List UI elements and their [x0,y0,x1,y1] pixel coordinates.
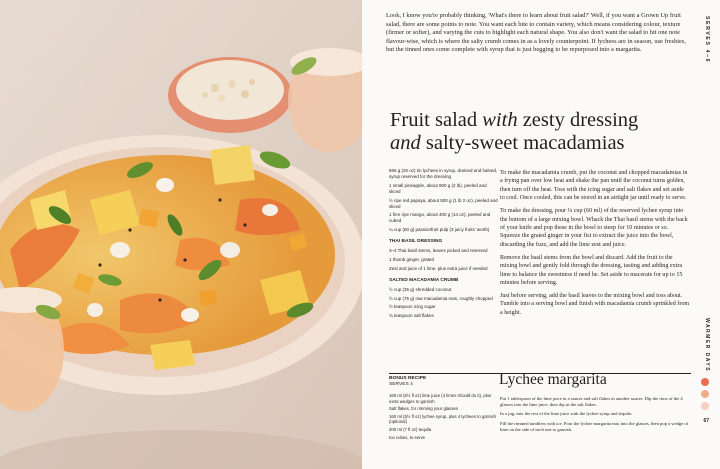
title-part: salty-sweet macadamias [420,132,625,154]
method-step: In a jug, mix the rest of the lime juice with the lychee syrup and tequila. [500,411,633,417]
bonus-recipe-label: BONUS RECIPE [389,376,427,381]
method-step: To make the macadamia crumb, put the coconut and chopped macadamias in a frying pan over low heat and shake the pan until the coconut turns golden, then turn off the heat. Toss with the icing sugar and salt flakes and set aside to cool. Once cooled, this can be stored in an airtight jar until ready to serve. [500,170,688,202]
ingredient: 3–4 Thai basil stems, leaves picked and reserved [389,248,488,254]
bonus-serves: SERVES 4 [389,382,413,387]
ingredient: Zest and juice of 1 lime, plus extra juice if needed [389,265,488,271]
recipe-title [390,109,690,155]
title-part: zesty dressing [517,109,639,131]
title-italic: and [390,132,421,154]
method-step: Fill the rimmed tumblers with ice. Pour the lychee margarita mix into the glasses, then pop a wedge of lime on the side of each one to garnish. [500,420,689,432]
intro-text: Look, I know you're probably thinking, 'What's there to learn about fruit salad?' Well, if you want a Grown Up fruit salad, there are some points to note. You want each bite to contain variety, which means considering colour, texture (firmer or softer), and varying the cuts to highlight each natural shape. You also don't want the salad to hit one note flavour-wise, which is where the salty crumb comes in as a lovely counterpoint. If lychees are in season, use freshies, but the tinned ones come complete with syrup that is just begging to be repurposed into a margarita. [386,12,686,54]
ingredient: ½ ripe red papaya, about 500 g (1 lb 2 oz), peeled and sliced [389,197,498,209]
color-dot [701,402,709,410]
crumb-heading: SALTED MACADAMIA CRUMB [389,277,459,283]
method-step: Remove the basil stems from the bowl and discard. Add the fruit to the mixing bowl and gently fold through the dressing, tasting and adding extra lime to balance the sweetness if need be. Set aside to macerate for up to 15 minutes before serving. [500,254,683,287]
ingredient: 1 thumb ginger, grated [389,257,435,262]
ingredient: 565 g (20 oz) tin lychees in syrup, drained and halved, syrup reserved for the dressing [389,168,498,180]
method-step: Put 1 tablespoon of the lime juice in a saucer and salt flakes in another saucer. Dip the rims of the 4 glasses into the lime juice, then dip in the salt flakes. [500,396,683,408]
ingredient: 160 ml (5½ fl oz) lime juice (4 limes should do it), plus extra wedges to garnish [389,393,492,404]
ingredient: ¼ cup (60 g) passionfruit pulp (3 juicy fruits' worth) [389,227,490,233]
ingredient: 200 ml (7 fl oz) tequila [389,426,432,432]
ingredient: Salt flakes, for rimming your glasses [389,406,459,412]
serves-side-label: SERVES 4–6 [704,16,710,64]
title-part: Fruit salad [390,109,483,131]
dressing-heading: THAI BASIL DRESSING [389,239,443,245]
method-step: To make the dressing, pour ¼ cup (60 ml) of the reserved lychee syrup into the bottom of a large mixing bowl. Whack the Thai basil stems with the back of your knife and pop these in the bowl to steep for 10 minutes or so. Squeeze the grated ginger in your fist to extract the juice into the bowl, discarding the fuzz, and add the lime zest and juice. [500,208,688,248]
ingredient: 1 small pineapple, about 900 g (2 lb), peeled and sliced [389,182,487,194]
color-dot [701,390,709,398]
chapter-side-label: WARMER DAYS [704,318,710,373]
bonus-label [389,376,426,388]
ingredient: ¾ teaspoon salt flakes [389,312,434,318]
ingredient: ½ teaspoon icing sugar [389,304,436,310]
bonus-title: Lychee margarita [499,371,607,388]
method [500,169,690,322]
title-italic: with [482,109,518,131]
bonus-method [500,396,690,436]
bonus-ingredients [389,393,499,442]
ingredient: ½ cup (35 g) shredded coconut [389,286,452,292]
ingredient: 160 ml (5½ fl oz) lychee syrup, plus 4 lychees to garnish (optional) [389,413,496,425]
ingredient: Ice cubes, to serve [389,434,426,440]
recipe-page [362,0,720,469]
page-number: 67 [703,418,709,424]
ingredients-list [389,168,499,322]
ingredient: 1 firm ripe mango, about 400 g (14 oz), peeled and cubed [389,212,491,224]
ingredient: ½ cup (75 g) raw macadamia nuts, roughly chopped [389,295,493,301]
method-step: Just before serving, add the basil leaves to the mixing bowl and toss about. Tumble into a serving bowl and finish with macadamia crumb sprinkled from a height. [500,293,690,316]
color-dot [701,378,709,386]
